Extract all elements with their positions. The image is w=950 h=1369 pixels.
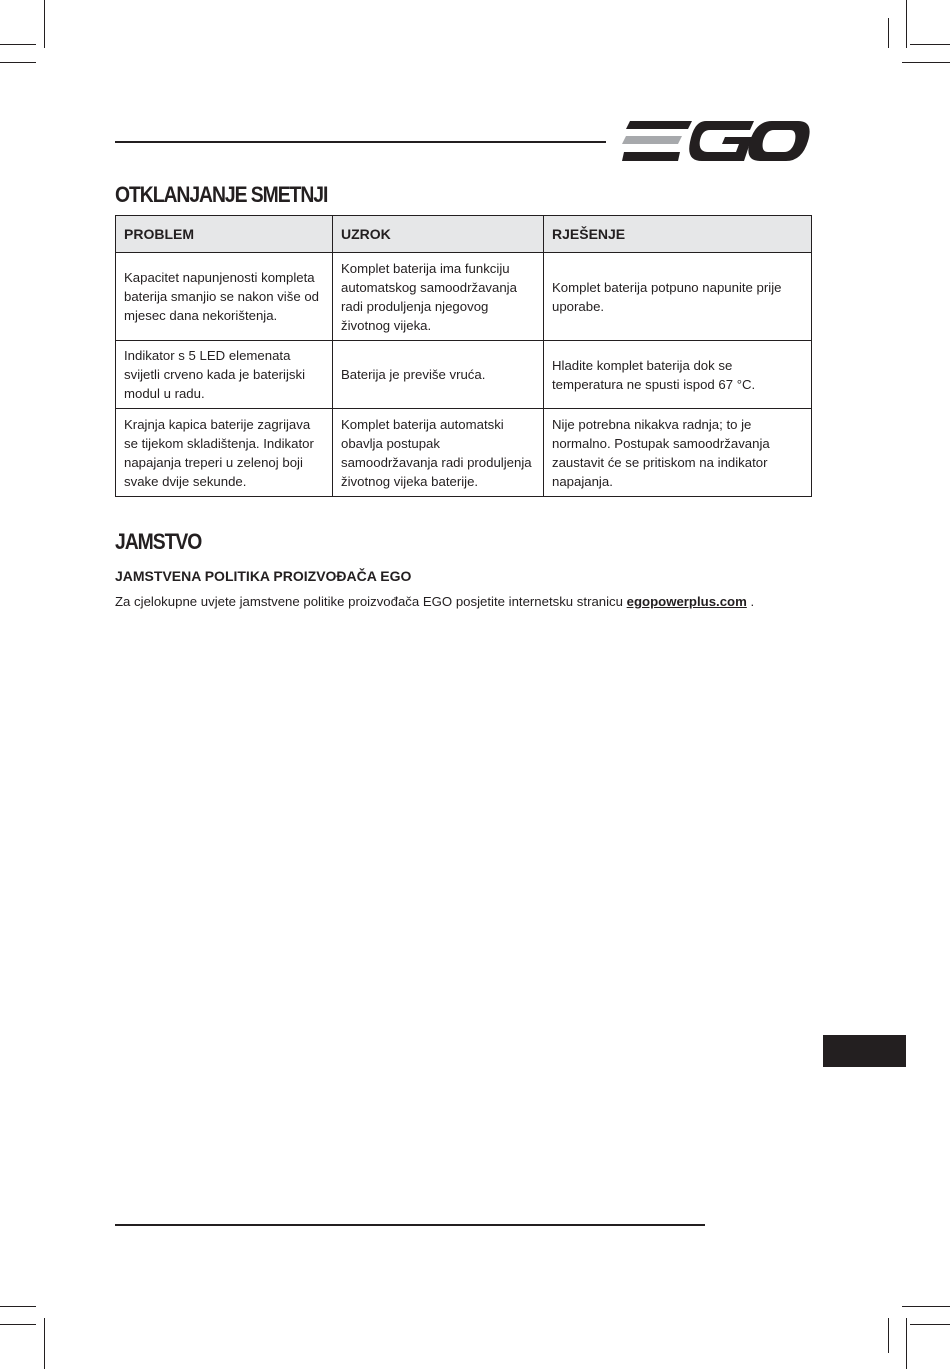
ego-logo: [622, 120, 810, 162]
crop-mark: [910, 44, 950, 45]
crop-mark: [902, 62, 950, 63]
solution-cell: Nije potrebna nikakva radnja; to je normalno. Postupak samoodržavanja zaustavit će se pritiskom na indikator napajanja.: [544, 409, 812, 497]
warranty-title: JAMSTVO: [115, 529, 202, 554]
website-link[interactable]: egopowerplus.com: [626, 594, 747, 609]
crop-mark: [0, 62, 36, 63]
column-header-cause: UZROK: [333, 216, 544, 253]
crop-mark: [906, 1318, 907, 1369]
crop-mark: [44, 1318, 45, 1369]
crop-mark: [910, 1324, 950, 1325]
table-row: [116, 253, 812, 341]
footer-rule: [115, 1224, 705, 1226]
table-row: [116, 409, 812, 497]
table-row: [116, 341, 812, 409]
problem-cell: Indikator s 5 LED elemenata svijetli crveno kada je baterijski modul u radu.: [116, 341, 333, 409]
crop-mark: [0, 44, 36, 45]
table-header-row: [116, 216, 812, 253]
warranty-text: Za cjelokupne uvjete jamstvene politike proizvođača EGO posjetite internetsku stranicu: [115, 594, 627, 609]
column-header-problem: PROBLEM: [116, 216, 333, 253]
cause-cell: Komplet baterija automatski obavlja postupak samoodržavanja radi produljenja životnog vijeka baterije.: [333, 409, 544, 497]
column-header-solution: RJEŠENJE: [544, 216, 812, 253]
warranty-text-end: .: [746, 594, 755, 609]
warranty-paragraph: [115, 594, 754, 609]
troubleshooting-title: OTKLANJANJE SMETNJI: [115, 182, 328, 207]
cause-cell: Komplet baterija ima funkciju automatskog samoodržavanja radi produljenja njegovog životnog vijeka.: [333, 253, 544, 341]
crop-mark: [888, 18, 889, 48]
language-tab-marker: [823, 1035, 906, 1067]
crop-mark: [0, 1306, 36, 1307]
cause-cell: Baterija je previše vruća.: [333, 341, 544, 409]
crop-mark: [0, 1324, 36, 1325]
problem-cell: Kapacitet napunjenosti kompleta baterija smanjio se nakon više od mjesec dana nekorištenja.: [116, 253, 333, 341]
problem-cell: Krajnja kapica baterije zagrijava se tijekom skladištenja. Indikator napajanja treperi u zelenoj boji svake dvije sekunde.: [116, 409, 333, 497]
troubleshooting-table: [115, 215, 812, 497]
solution-cell: Hladite komplet baterija dok se temperatura ne spusti ispod 67 °C.: [544, 341, 812, 409]
header-rule: [115, 141, 606, 143]
crop-mark: [902, 1306, 950, 1307]
crop-mark: [888, 1318, 889, 1353]
crop-mark: [44, 0, 45, 48]
warranty-subtitle: JAMSTVENA POLITIKA PROIZVOĐAČA EGO: [115, 568, 412, 584]
solution-cell: Komplet baterija potpuno napunite prije uporabe.: [544, 253, 812, 341]
crop-mark: [906, 0, 907, 48]
